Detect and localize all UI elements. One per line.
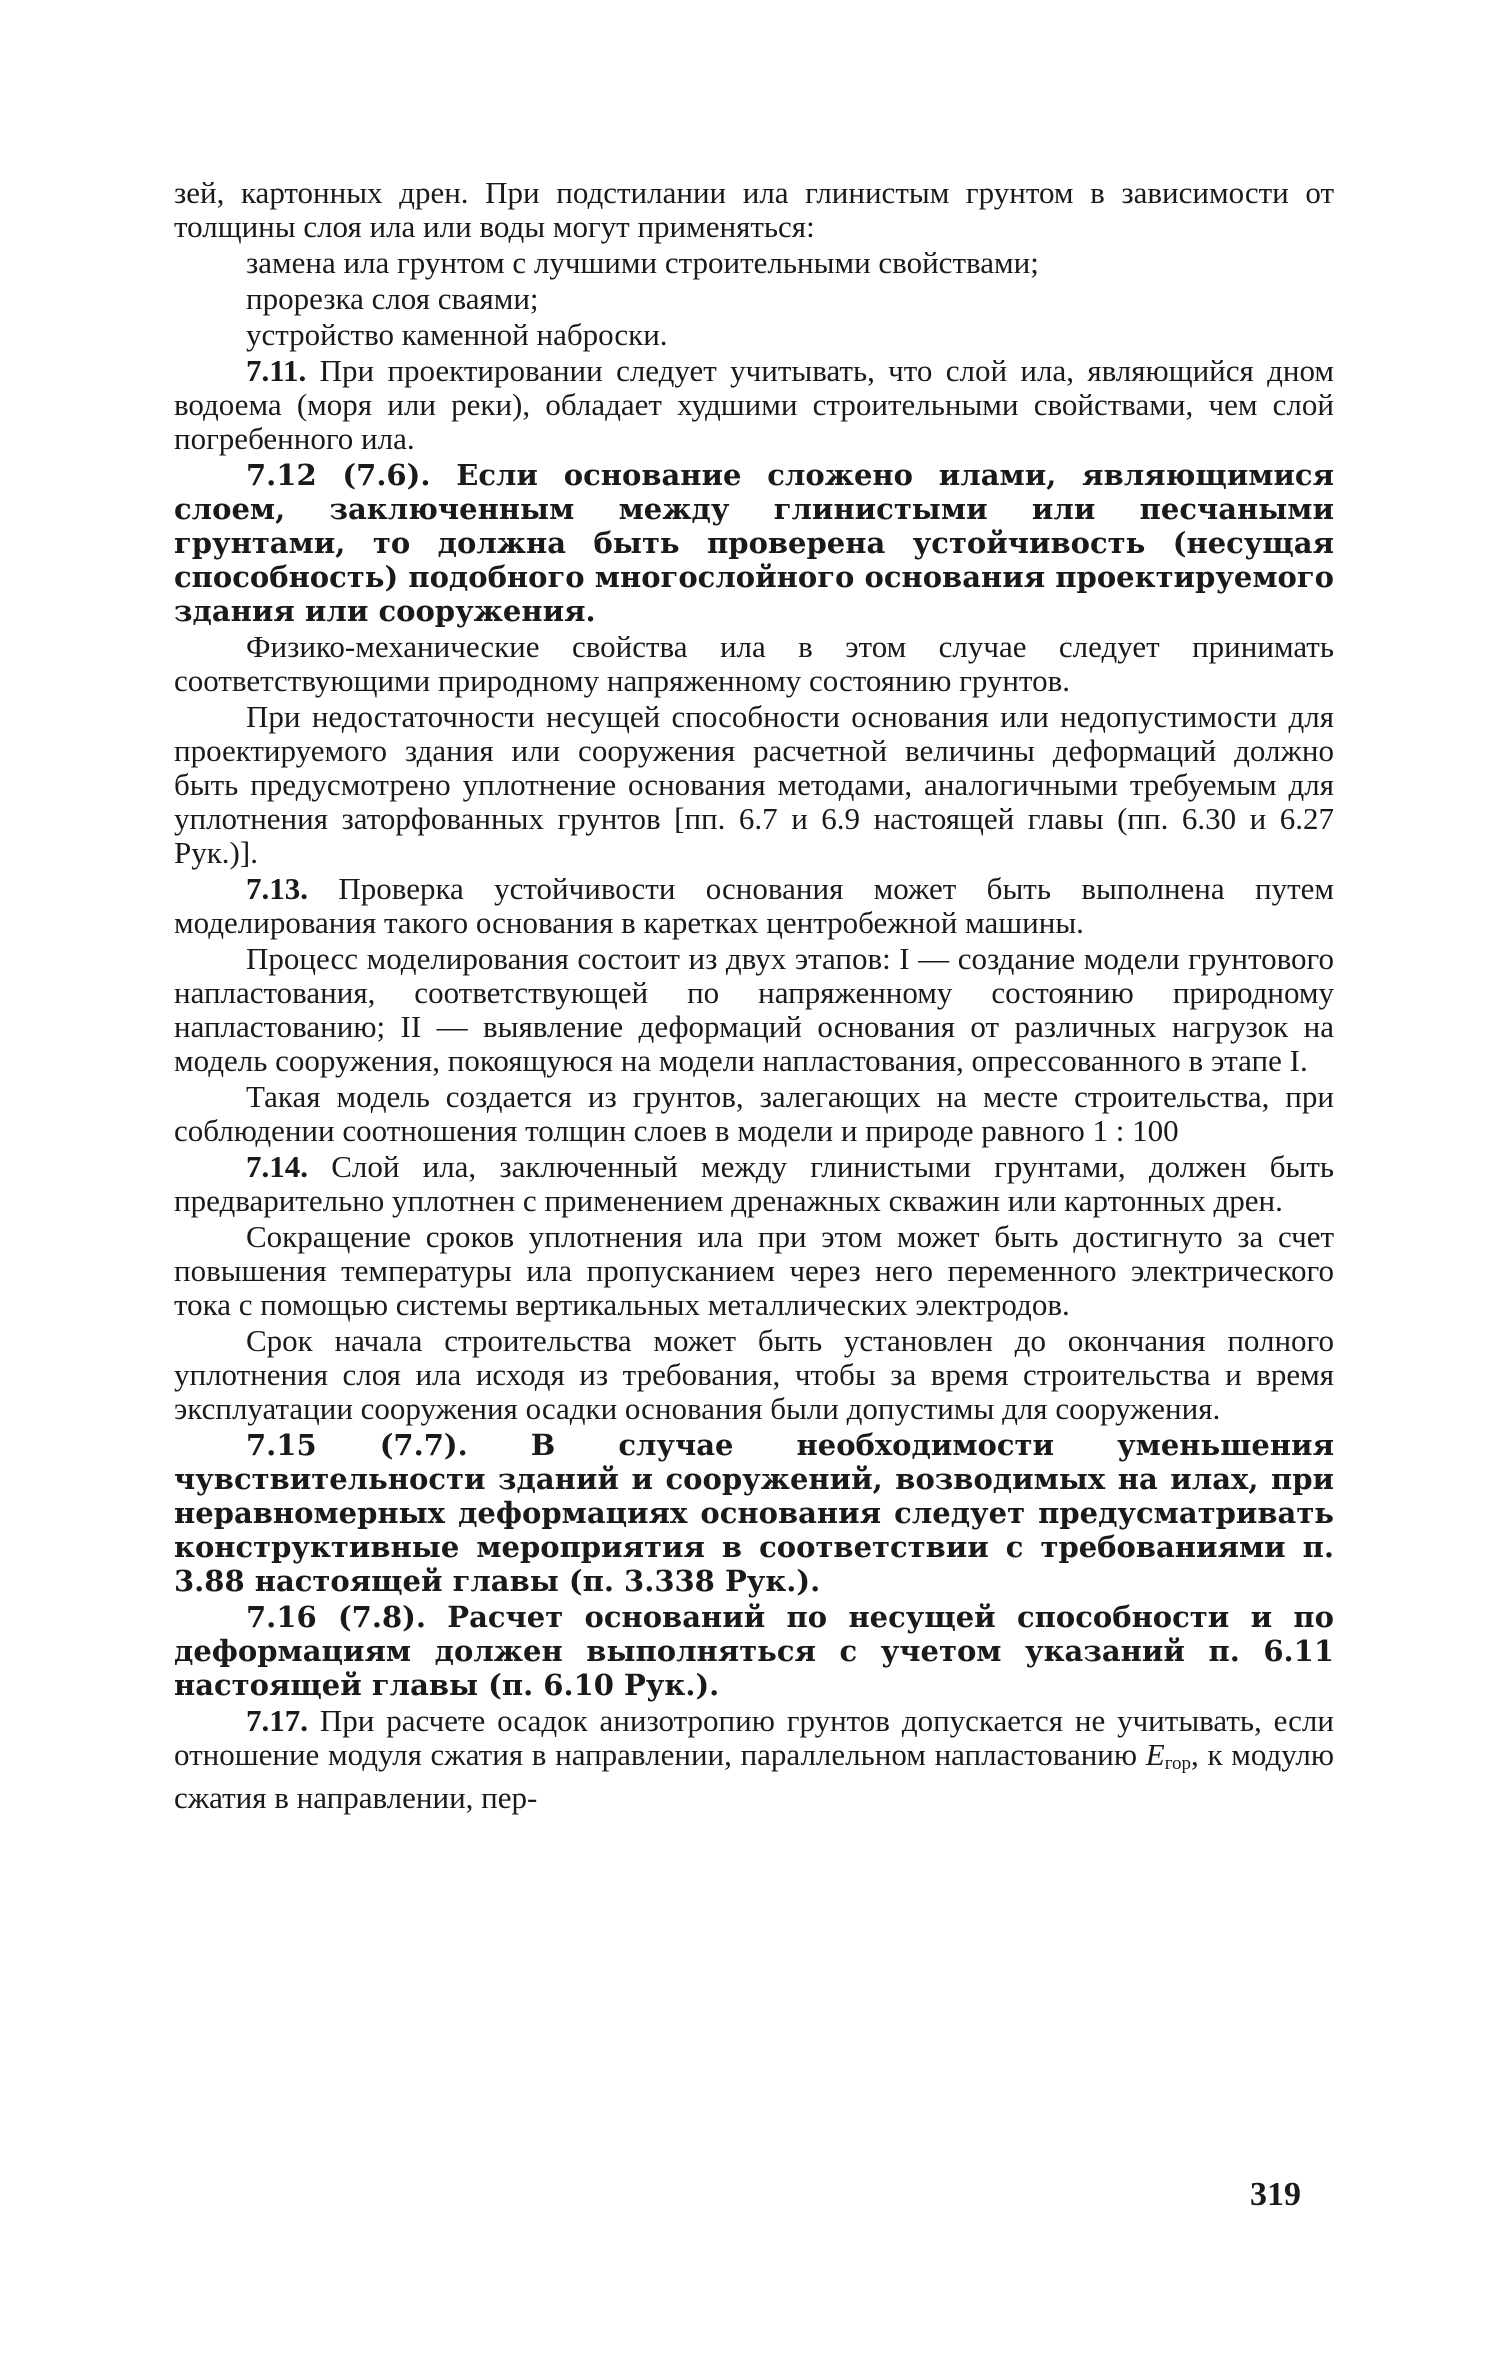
list-item-stone: устройство каменной наброски. (246, 317, 668, 352)
paragraph-7-11 (174, 354, 1334, 456)
list-item-piles: прорезка слоя сваями; (246, 281, 539, 316)
paragraph-7-17-number: 7.17. (246, 1703, 308, 1738)
paragraph-7-17 (174, 1704, 1334, 1815)
intro-line: зей, картонных дрен. При подстилании ила глинистым грунтом в зависимости от толщины слоя ила или воды могут применяться: (174, 175, 1334, 244)
paragraph-7-15: 7.15 (7.7). В случае необходимости уменьшения чувствительности зданий и сооружений, возводимых на илах, при неравномерных деформациях основания следует предусматривать конструктивные мероприятия в соответствии с требованиями п. 3.88 настоящей главы (п. 3.338 Рук.). (174, 1428, 1334, 1598)
modulus-symbol: E (1145, 1737, 1165, 1772)
paragraph-7-14-text: Слой ила, заключенный между глинистыми грунтами, должен быть предварительно уплотнен с применением дренажных скважин или картонных дрен. (174, 1149, 1335, 1218)
paragraph-7-14-number: 7.14. (246, 1149, 308, 1184)
paragraph-7-14 (174, 1150, 1334, 1218)
paragraph-7-12: 7.12 (7.6). Если основание сложено илами, являющимися слоем, заключенным между глинистыми или песчаными грунтами, то должна быть проверена устойчивость (несущая способность) подобного многослойного основания проектируемого здания или сооружения. (174, 458, 1334, 628)
paragraph-7-13-text: Проверка устойчивости основания может быть выполнена путем моделирования такого основания в каретках центробежной машины. (174, 871, 1335, 940)
list-item-replace: замена ила грунтом с лучшими строительными свойствами; (246, 245, 1039, 280)
paragraph-7-13-b: Такая модель создается из грунтов, залегающих на месте строительства, при соблюдении соотношения толщин слоев в модели и природе равного 1 : 100 (174, 1079, 1334, 1148)
paragraph-7-17-text-a: При расчете осадок анизотропию грунтов допускается не учитывать, если отношение модуля сжатия в направлении, параллельном напластованию (174, 1703, 1334, 1772)
paragraph-7-11-text: При проектировании следует учитывать, что слой ила, являющийся дном водоема (моря или реки), обладает худшими строительными свойствами, чем слой погребенного ила. (174, 353, 1334, 456)
paragraph-7-13-number: 7.13. (246, 871, 308, 906)
paragraph-7-16: 7.16 (7.8). Расчет оснований по несущей способности и по деформациям должен выполняться с учетом указаний п. 6.11 настоящей главы (п. 6.10 Рук.). (174, 1600, 1334, 1702)
modulus-subscript: гор (1164, 1753, 1192, 1774)
paragraph-7-11-number: 7.11. (246, 353, 307, 388)
paragraph-7-14-a: Сокращение сроков уплотнения ила при этом может быть достигнуто за счет повышения температуры ила пропусканием через него переменного электрического тока с помощью системы вертикальных металлических электродов. (174, 1219, 1334, 1322)
paragraph-7-13-a: Процесс моделирования состоит из двух этапов: I — создание модели грунтового напластования, соответствующей по напряженному состоянию природному напластованию; II — выявление деформаций основания от различных нагрузок на модель сооружения, покоящуюся на модели напластования, опрессованного в этапе I. (174, 941, 1334, 1078)
paragraph-7-17-text-b: , к модулю сжатия в направлении, пер- (174, 1737, 1334, 1815)
paragraph-7-12-a: Физико-механические свойства ила в этом случае следует принимать соответствующими природному напряженному состоянию грунтов. (174, 629, 1334, 698)
paragraph-7-12-b: При недостаточности несущей способности основания или недопустимости для проектируемого здания или сооружения расчетной величины деформаций должно быть предусмотрено уплотнение основания методами, аналогичными требуемым для уплотнения заторфованных грунтов [пп. 6.7 и 6.9 настоящей главы (пп. 6.30 и 6.27 Рук.)]. (174, 699, 1334, 870)
page-number: 319 (1250, 2176, 1301, 2213)
paragraph-7-14-b: Срок начала строительства может быть установлен до окончания полного уплотнения слоя ила исходя из требования, чтобы за время строительства и время эксплуатации сооружения осадки основания были допустимы для сооружения. (174, 1323, 1334, 1426)
paragraph-7-13 (174, 872, 1334, 940)
page-body (174, 176, 1334, 1817)
